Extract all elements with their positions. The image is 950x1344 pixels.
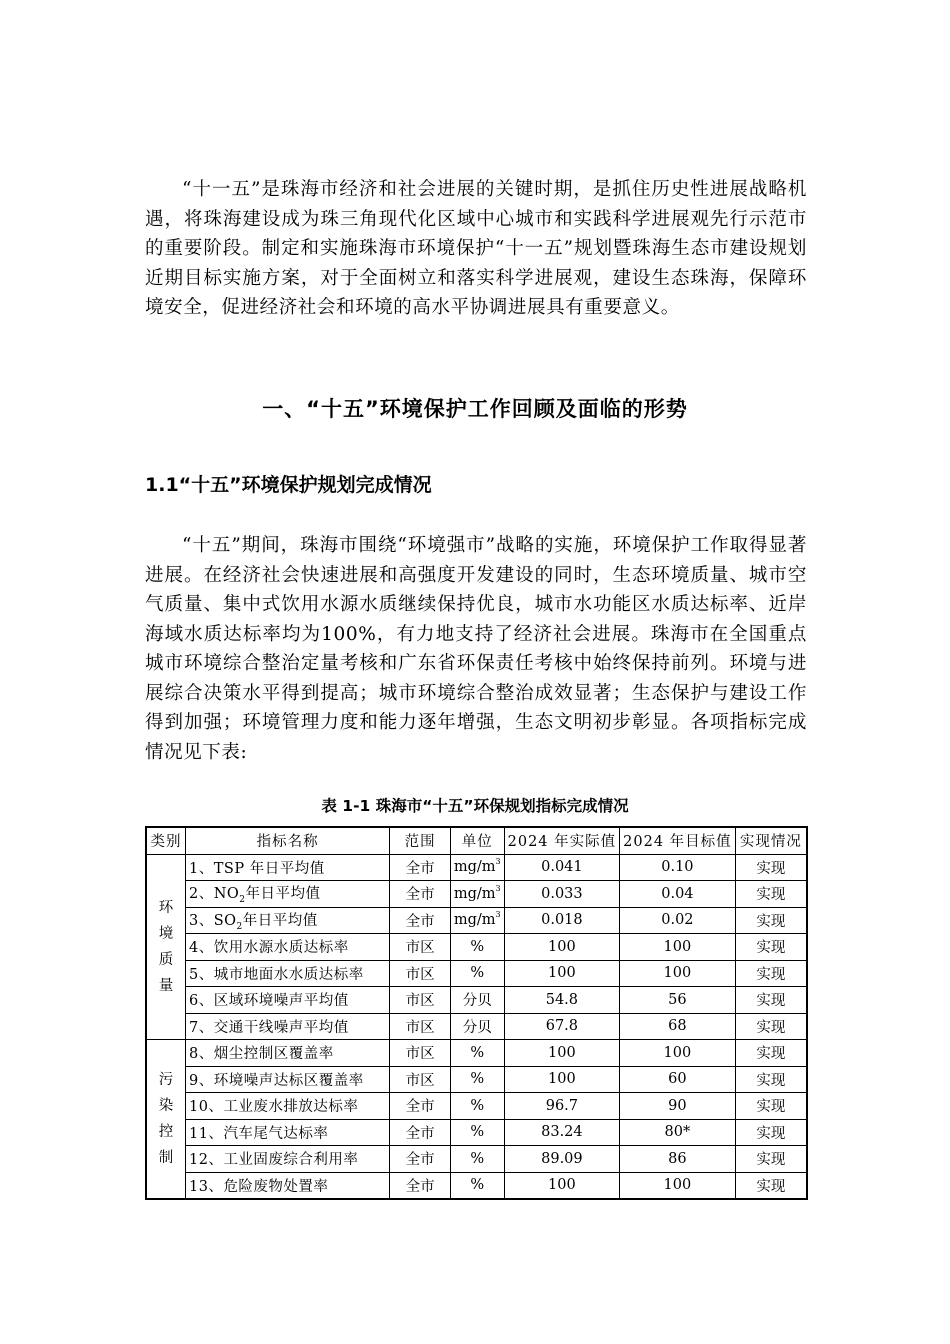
table-header-row — [146, 827, 807, 854]
actual-value: 100 — [504, 1040, 620, 1067]
status-cell: 实现 — [735, 934, 807, 961]
header-status: 实现情况 — [735, 827, 807, 854]
target-value: 0.04 — [620, 881, 736, 908]
category-pollution-control: 污 染 控 制 — [146, 1040, 185, 1200]
header-unit: 单位 — [450, 827, 504, 854]
table-row — [146, 1172, 807, 1199]
scope-cell: 全市 — [390, 1093, 450, 1120]
scope-cell: 市区 — [390, 1066, 450, 1093]
target-value: 90 — [620, 1093, 736, 1120]
indicator-name: 7、交通干线噪声平均值 — [185, 1013, 389, 1040]
target-value: 56 — [620, 987, 736, 1014]
header-target: 2024 年目标值 — [620, 827, 736, 854]
table-row — [146, 960, 807, 987]
actual-value: 96.7 — [504, 1093, 620, 1120]
indicator-name: 6、区域环境噪声平均值 — [185, 987, 389, 1014]
indicator-name: 5、城市地面水水质达标率 — [185, 960, 389, 987]
status-cell: 实现 — [735, 1066, 807, 1093]
category-env-quality: 环 境 质 量 — [146, 854, 185, 1040]
target-value: 86 — [620, 1146, 736, 1173]
target-value: 100 — [620, 1040, 736, 1067]
indicator-name: 4、饮用水源水质达标率 — [185, 934, 389, 961]
table-row — [146, 1013, 807, 1040]
unit-cell: % — [450, 934, 504, 961]
actual-value: 83.24 — [504, 1119, 620, 1146]
target-value: 0.10 — [620, 854, 736, 881]
unit-cell: % — [450, 1093, 504, 1120]
table-row — [146, 907, 807, 934]
scope-cell: 全市 — [390, 1119, 450, 1146]
scope-cell: 全市 — [390, 1146, 450, 1173]
status-cell: 实现 — [735, 907, 807, 934]
unit-cell: $mg/m^3$ — [450, 854, 504, 881]
indicator-table — [145, 826, 808, 1200]
scope-cell: 全市 — [390, 907, 450, 934]
table-row — [146, 934, 807, 961]
unit-cell: 分贝 — [450, 987, 504, 1014]
scope-cell: 市区 — [390, 960, 450, 987]
actual-value: 89.09 — [504, 1146, 620, 1173]
target-value: 0.02 — [620, 907, 736, 934]
header-scope: 范围 — [390, 827, 450, 854]
table-caption: 表 1-1 珠海市“十五”环保规划指标完成情况 — [321, 797, 629, 815]
indicator-name: 13、危险废物处置率 — [185, 1172, 389, 1199]
status-cell: 实现 — [735, 1119, 807, 1146]
unit-cell: % — [450, 1146, 504, 1173]
indicator-name: 9、环境噪声达标区覆盖率 — [185, 1066, 389, 1093]
actual-value: 100 — [504, 1066, 620, 1093]
actual-value: 0.033 — [504, 881, 620, 908]
table-row — [146, 1146, 807, 1173]
scope-cell: 全市 — [390, 881, 450, 908]
indicator-name: 1、TSP 年日平均值 — [185, 854, 389, 881]
status-cell: 实现 — [735, 1013, 807, 1040]
scope-cell: 市区 — [390, 1040, 450, 1067]
subsection-heading: 1.1“十五”环境保护规划完成情况 — [145, 474, 432, 496]
scope-cell: 市区 — [390, 934, 450, 961]
indicator-name: 8、烟尘控制区覆盖率 — [185, 1040, 389, 1067]
status-cell: 实现 — [735, 987, 807, 1014]
status-cell: 实现 — [735, 881, 807, 908]
unit-cell: % — [450, 1172, 504, 1199]
status-cell: 实现 — [735, 854, 807, 881]
header-actual: 2024 年实际值 — [504, 827, 620, 854]
status-cell: 实现 — [735, 960, 807, 987]
unit-cell: % — [450, 960, 504, 987]
unit-cell: % — [450, 1066, 504, 1093]
indicator-name: 12、工业固废综合利用率 — [185, 1146, 389, 1173]
header-indicator: 指标名称 — [185, 827, 389, 854]
actual-value: 100 — [504, 934, 620, 961]
header-category: 类别 — [146, 827, 185, 854]
target-value: 60 — [620, 1066, 736, 1093]
target-value: 68 — [620, 1013, 736, 1040]
unit-cell: $mg/m^3$ — [450, 881, 504, 908]
table-row — [146, 1040, 807, 1067]
actual-value: 100 — [504, 1172, 620, 1199]
target-value: 80* — [620, 1119, 736, 1146]
table-row — [146, 854, 807, 881]
scope-cell: 市区 — [390, 1013, 450, 1040]
unit-cell: % — [450, 1040, 504, 1067]
table-row — [146, 1093, 807, 1120]
target-value: 100 — [620, 1172, 736, 1199]
target-value: 100 — [620, 934, 736, 961]
unit-cell: $mg/m^3$ — [450, 907, 504, 934]
body-paragraph: “十五”期间，珠海市围绕“环境强市”战略的实施，环境保护工作取得显著进展。在经济社会快速进展和高强度开发建设的同时，生态环境质量、城市空气质量、集中式饮用水源水质继续保持优良，城市水功能区水质达标率、近岸海域水质达标率均为100%，有力地支持了经济社会进展。珠海市在全国重点城市环境综合整治定量考核和广东省环保责任考核中始终保持前列。环境与进展综合决策水平得到提高；城市环境综合整治成效显著；生态保护与建设工作得到加强；环境管理力度和能力逐年增强，生态文明初步彰显。各项指标完成情况见下表: — [145, 535, 807, 763]
indicator-name: 10、工业废水排放达标率 — [185, 1093, 389, 1120]
unit-cell: 分贝 — [450, 1013, 504, 1040]
actual-value: 100 — [504, 960, 620, 987]
section-heading: 一、“十五”环境保护工作回顾及面临的形势 — [262, 397, 688, 421]
actual-value: 54.8 — [504, 987, 620, 1014]
intro-paragraph: “十一五”是珠海市经济和社会进展的关键时期，是抓住历史性进展战略机遇，将珠海建设成为珠三角现代化区域中心城市和实践科学进展观先行示范市的重要阶段。制定和实施珠海市环境保护“十一五”规划暨珠海生态市建设规划近期目标实施方案，对于全面树立和落实科学进展观，建设生态珠海，保障环境安全，促进经济社会和环境的高水平协调进展具有重要意义。 — [145, 179, 807, 318]
target-value: 100 — [620, 960, 736, 987]
status-cell: 实现 — [735, 1040, 807, 1067]
indicator-name: 3、$SO_2$年日平均值 — [185, 907, 389, 934]
table-row — [146, 1066, 807, 1093]
indicator-name: 2、$NO_2$年日平均值 — [185, 881, 389, 908]
unit-cell: % — [450, 1119, 504, 1146]
scope-cell: 全市 — [390, 854, 450, 881]
actual-value: 0.041 — [504, 854, 620, 881]
scope-cell: 全市 — [390, 1172, 450, 1199]
table-row — [146, 987, 807, 1014]
table-row — [146, 881, 807, 908]
indicator-name: 11、汽车尾气达标率 — [185, 1119, 389, 1146]
scope-cell: 市区 — [390, 987, 450, 1014]
status-cell: 实现 — [735, 1146, 807, 1173]
table-row — [146, 1119, 807, 1146]
actual-value: 67.8 — [504, 1013, 620, 1040]
status-cell: 实现 — [735, 1093, 807, 1120]
actual-value: 0.018 — [504, 907, 620, 934]
status-cell: 实现 — [735, 1172, 807, 1199]
